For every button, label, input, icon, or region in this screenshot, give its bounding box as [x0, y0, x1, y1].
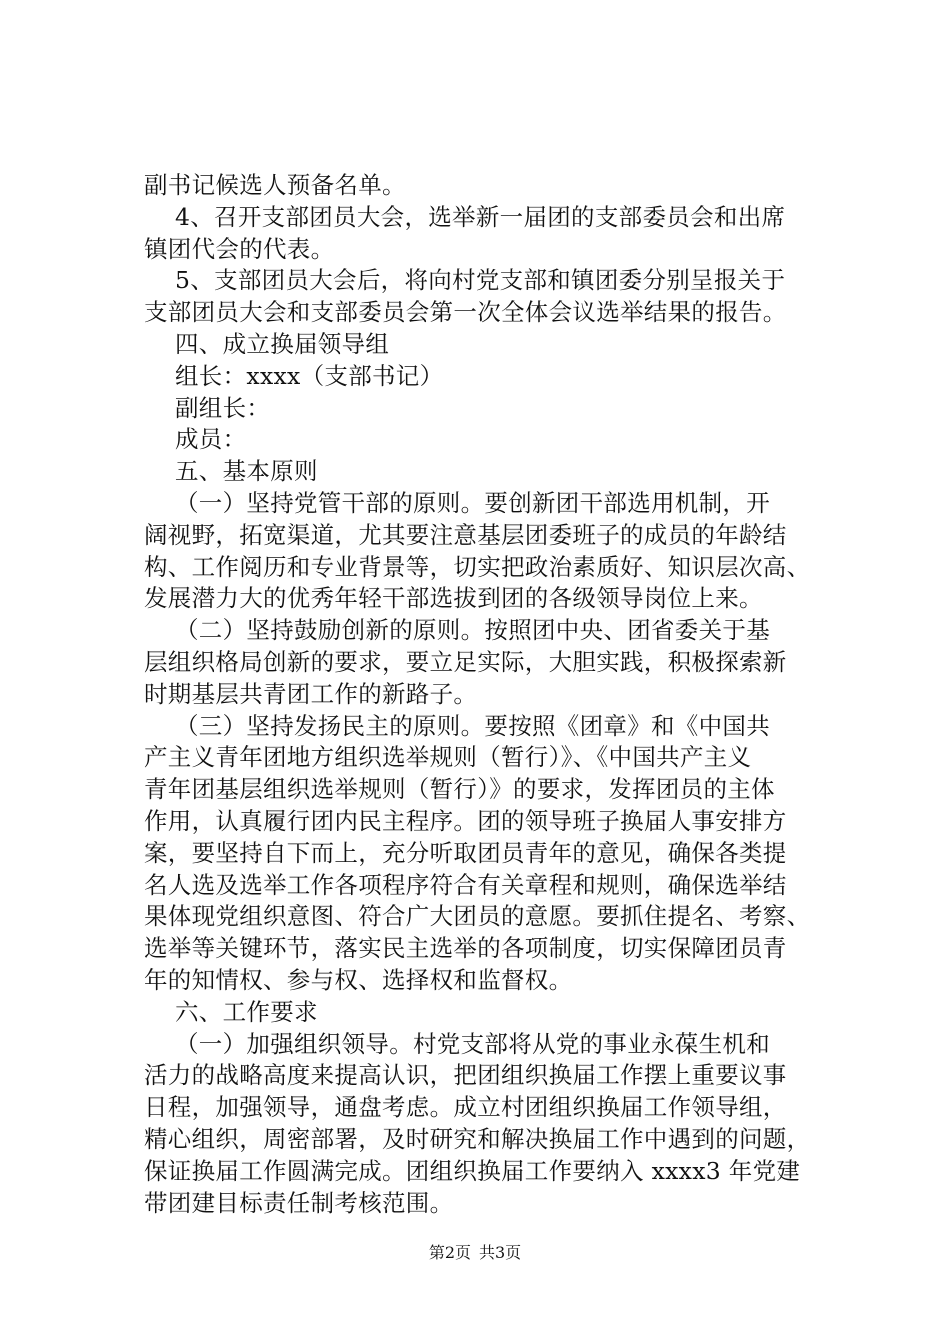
text-line: 六、工作要求	[175, 997, 318, 1026]
text-line: 镇团代会的代表。	[144, 234, 335, 263]
text-line: 成员：	[175, 425, 247, 454]
text-line: 副组长：	[175, 393, 271, 422]
page-total: 共3页	[479, 1243, 522, 1262]
page-number: 第2页	[428, 1243, 471, 1262]
document-body	[144, 170, 834, 1219]
text-line: 名人选及选举工作各项程序符合有关章程和规则，确保选举结	[144, 870, 787, 899]
text-line: 5、支部团员大会后，将向村党支部和镇团委分别呈报关于	[175, 266, 786, 295]
text-line: 年的知情权、参与权、选择权和监督权。	[144, 965, 573, 994]
text-line: 青年团基层组织选举规则（暂行）》的要求，发挥团员的主体	[144, 775, 775, 804]
text-line: （一）加强组织领导。村党支部将从党的事业永葆生机和	[175, 1029, 770, 1058]
text-line: 时期基层共青团工作的新路子。	[144, 679, 478, 708]
text-line: 保证换届工作圆满完成。团组织换届工作要纳入 xxxx3 年党建	[144, 1156, 801, 1185]
text-line: 五、基本原则	[175, 457, 318, 486]
page-footer	[0, 1243, 950, 1263]
text-line: 作用，认真履行团内民主程序。团的领导班子换届人事安排方	[144, 806, 787, 835]
text-line: 活力的战略高度来提高认识，把团组织换届工作摆上重要议事	[144, 1061, 787, 1090]
text-line: 精心组织，周密部署，及时研究和解决换届工作中遇到的问题，	[144, 1124, 811, 1153]
text-line: 支部团员大会和支部委员会第一次全体会议选举结果的报告。	[144, 298, 787, 327]
text-line: 4、召开支部团员大会，选举新一届团的支部委员会和出席	[175, 202, 786, 231]
text-line: 构、工作阅历和专业背景等，切实把政治素质好、知识层次高、	[144, 552, 811, 581]
text-line: 副书记候选人预备名单。	[144, 171, 406, 199]
text-line: 发展潜力大的优秀年轻干部选拔到团的各级领导岗位上来。	[144, 584, 763, 613]
text-line: 层组织格局创新的要求，要立足实际，大胆实践，积极探索新	[144, 647, 787, 676]
text-line: 产主义青年团地方组织选举规则（暂行）》、《中国共产主义	[144, 743, 752, 772]
text-line: 四、成立换届领导组	[175, 329, 390, 358]
text-line: 阔视野，拓宽渠道，尤其要注意基层团委班子的成员的年龄结	[144, 520, 787, 549]
text-line: （二）坚持鼓励创新的原则。按照团中央、团省委关于基	[175, 616, 770, 645]
text-line: 日程，加强领导，通盘考虑。成立村团组织换届工作领导组，	[144, 1093, 787, 1122]
text-line: （一）坚持党管干部的原则。要创新团干部选用机制，开	[175, 488, 770, 517]
text-line: 果体现党组织意图、符合广大团员的意愿。要抓住提名、考察、	[144, 902, 811, 931]
text-line: （三）坚持发扬民主的原则。要按照《团章》和《中国共	[175, 711, 770, 740]
text-line: 选举等关键环节，落实民主选举的各项制度，切实保障团员青	[144, 934, 787, 963]
text-line: 组长：xxxx（支部书记）	[175, 361, 444, 390]
text-line: 带团建目标责任制考核范围。	[144, 1188, 454, 1217]
text-line: 案，要坚持自下而上，充分听取团员青年的意见，确保各类提	[144, 838, 787, 867]
